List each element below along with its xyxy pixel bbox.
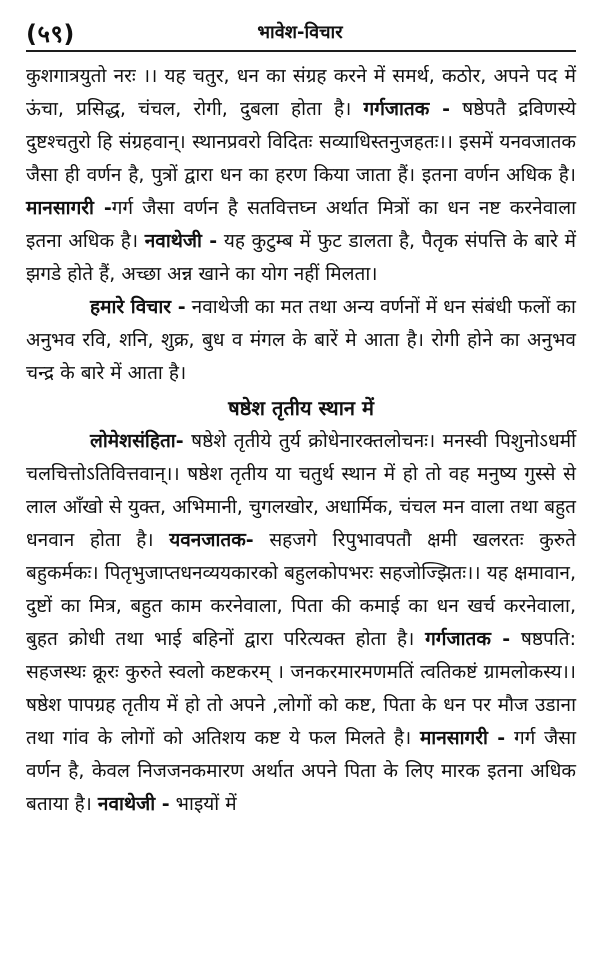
text-segment: षष्ठेपतै द्रविणस्ये दुष्टश्चतुरो हि संग्रहवान्। स्थानप्रवरो विदितः सव्याधिस्तनुजहतः।। इसमें यनवजातक जैसा ही वर्णन है, पुत्रों द्वारा धन का हरण किया जाता हैं। इतना वर्णन अधिक है। [26,98,576,186]
source-label-yavan-jatak: यवनजातक- [169,529,254,551]
page-number: (५९) [26,19,75,48]
text-segment: गर्ग जैसा वर्णन है, केवल निजजनकमारण अर्थात अपने पिता के लिए मारक इतना अधिक बताया है। [26,727,576,815]
source-label-navatheji: नवाथेजी - [144,230,218,252]
section-title: षष्ठेश तृतीय स्थान में [228,396,374,420]
page-content [26,60,576,821]
source-label-mansagari: मानसागरी - [419,727,506,749]
our-view-label: हमारे विचार - [90,296,186,318]
text-segment: कुशगात्रयुतो नरः ।। यह चतुर, धन का संग्रह करने में समर्थ, कठोर, अपने पद में ऊंचा, प्रसिद्ध, चंचल, रोगी, दुबला होता है। [26,65,576,120]
running-head: भावेश-विचार [257,22,343,43]
text-segment: भाइयों में [169,793,237,815]
paragraph-wealth-effects [26,60,576,291]
text-segment: यह कुटुम्ब में फुट डालता है, पैतृक संपत्ति के बारे में झगडे होते हैं, अच्छा अन्न खाने का योग नहीं मिलता। [26,230,576,285]
text-segment: गर्ग जैसा वर्णन है सतवित्तघ्न अर्थात मित्रों का धन नष्ट करनेवाला इतना अधिक है। [26,197,576,252]
text-segment: नवाथेजी का मत तथा अन्य वर्णनों में धन संबंधी फलों का अनुभव रवि, शनि, शुक्र, बुध व मंगल के बारें मे आता है। रोगी होने का अनुभव चन्द्र के बारे में आता है। [26,296,576,384]
source-label-navatheji: नवाथेजी - [97,793,170,815]
text-segment: षष्ठेशे तृतीये तुर्य क्रोधेनारक्तलोचनः। मनस्वी पिशुनोऽधर्मी चलचित्तोऽतिवित्तवान्।। षष्ठेश तृतीय या चतुर्थ स्थान में हो तो वह मनुष्य गुस्से से लाल आँखो से युक्त, अभिमानी, चुगलखोर, अधार्मिक, चंचल मन वाला तथा बहुत धनवान होता है। [26,430,576,551]
source-label-lomesh-samhita: लोमेशसंहिता- [90,430,184,452]
source-label-mansagari: मानसागरी - [26,197,112,219]
paragraph-our-view [26,291,576,390]
text-segment: षष्ठपति: सहजस्थः क्रूरः कुरुते स्वलो कष्टकरम् । जनकरमारमणमतिं त्वतिकष्टं ग्रामलोकस्य।। षष्ठेश पापग्रह तृतीय में हो तो अपने ,लोगों को कष्ट, पिता के धन पर मौज उडाना तथा गांव के लोगों को अतिशय कष्ट ये फल मिलते है। [26,628,576,749]
source-label-garg-jatak: गर्गजातक - [363,98,451,120]
paragraph-third-house [26,425,576,821]
text-segment: सहजगे रिपुभावपतौ क्षमी खलरतः कुरुते बहुकर्मकः। पितृभुजाप्तधनव्ययकारको बहुलकोपभरः सहजोज्झितः।। यह क्षमावान, दुष्टों का मित्र, बहुत काम करनेवाला, पिता की कमाई का धन खर्च करनेवाला, बुहत क्रोधी तथा भाई बहिनों द्वारा परित्यक्त होता है। [26,529,576,650]
source-label-garg-jatak: गर्गजातक - [425,628,511,650]
